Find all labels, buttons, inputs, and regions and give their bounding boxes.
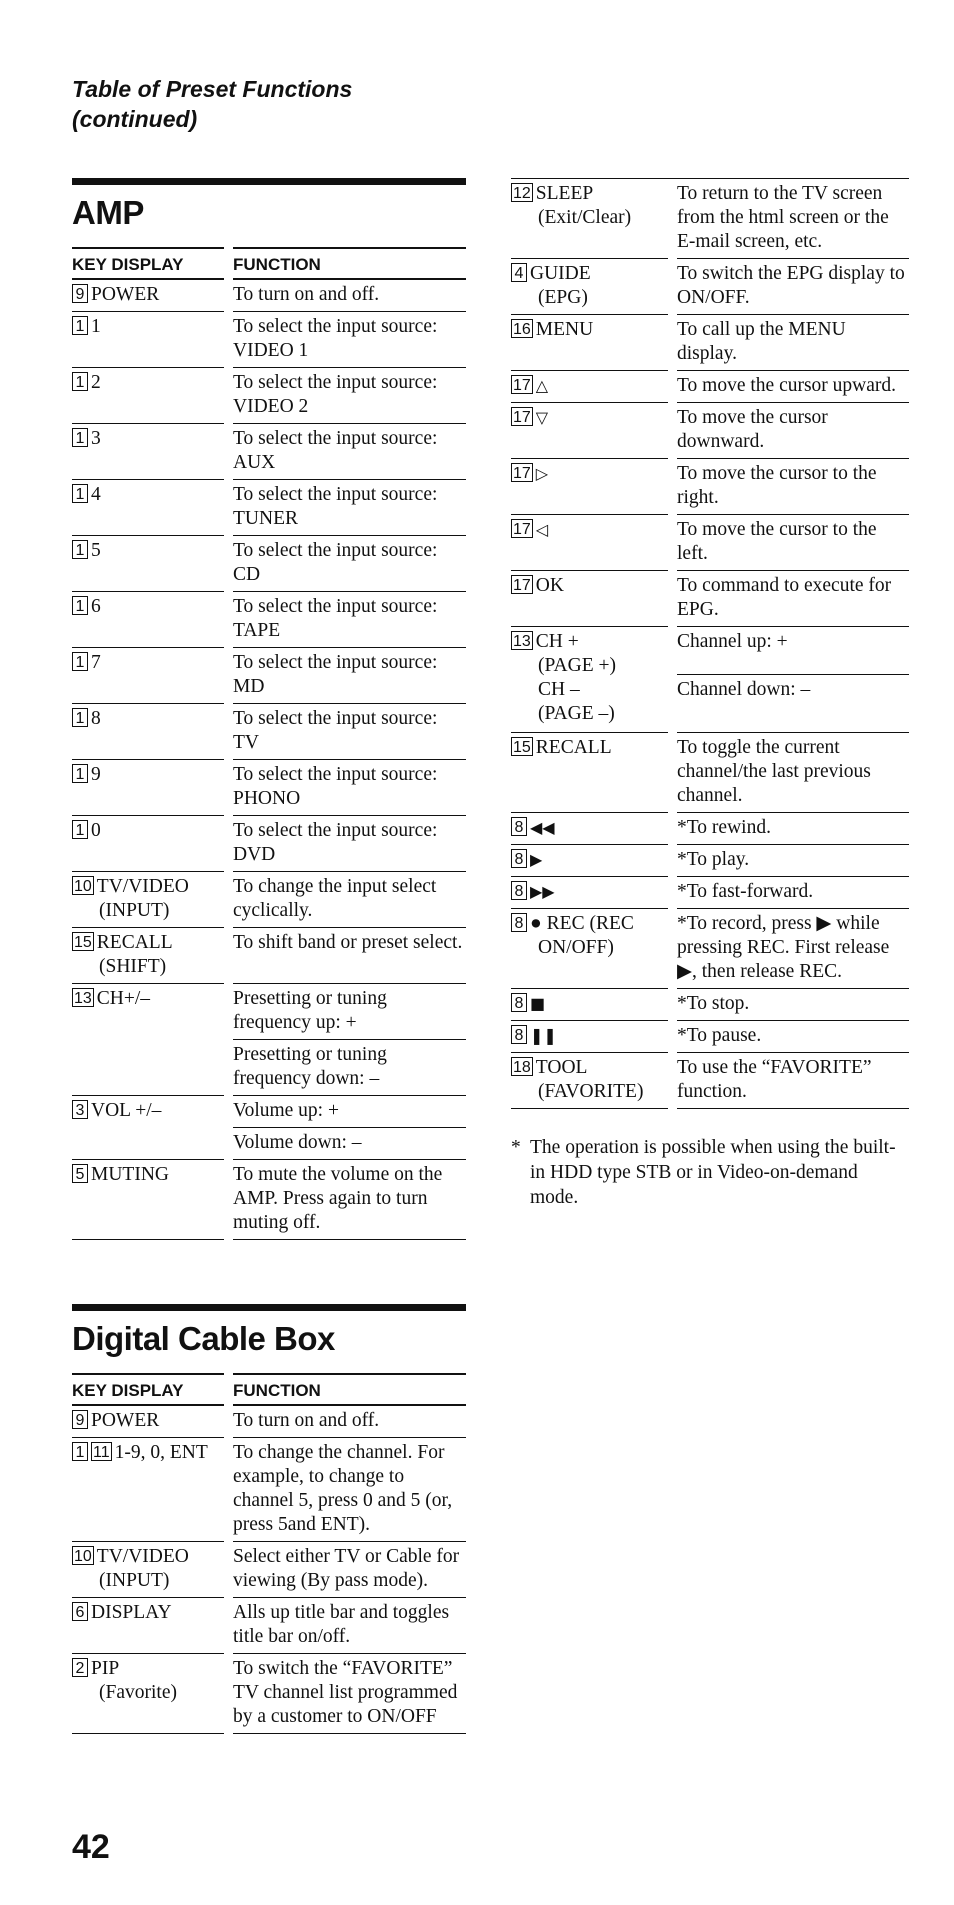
table-row xyxy=(511,515,909,571)
play-icon: ▶ xyxy=(530,850,543,869)
function-text: To select the input source: TV xyxy=(233,704,466,760)
table-row xyxy=(72,1598,466,1654)
key-label: 3 xyxy=(91,428,101,449)
key-label: TOOL xyxy=(535,1057,588,1078)
table-row xyxy=(72,1096,466,1128)
function-text: To move the cursor downward. xyxy=(677,403,909,459)
table-row xyxy=(72,536,466,592)
page-header xyxy=(72,74,352,134)
pause-icon: ❚❚ xyxy=(530,1026,557,1045)
key-number: 8 xyxy=(511,881,527,900)
key-label: CH + xyxy=(535,631,579,652)
footnote-text: The operation is possible when using the built-in HDD type STB or in Video-on-demand mode. xyxy=(530,1137,896,1208)
key-label: CH+/– xyxy=(96,988,151,1009)
table-row xyxy=(511,909,909,989)
function-text: To toggle the current channel/the last previous channel. xyxy=(677,733,909,813)
key-number: 8 xyxy=(511,913,527,932)
page-number: 42 xyxy=(72,1828,110,1866)
key-number: 1 xyxy=(72,764,88,783)
rewind-icon: ◀◀ xyxy=(530,818,555,837)
table-row xyxy=(72,1438,466,1542)
key-number: 15 xyxy=(74,934,92,951)
table-row xyxy=(72,1406,466,1438)
key-label: 4 xyxy=(91,484,101,505)
key-label: OK xyxy=(535,575,564,596)
key-number: 17 xyxy=(513,521,531,538)
left-arrow-icon: ◁ xyxy=(535,520,549,539)
function-text: *To fast-forward. xyxy=(677,877,909,909)
function-text: To use the “FAVORITE” function. xyxy=(677,1053,909,1109)
key-number: 2 xyxy=(72,1658,88,1677)
key-label: RECALL xyxy=(96,932,173,953)
function-text: To select the input source: VIDEO 2 xyxy=(233,368,466,424)
key-label: 7 xyxy=(91,652,101,673)
key-number: 13 xyxy=(513,633,531,650)
key-label: VOL +/– xyxy=(91,1100,162,1121)
table-row xyxy=(72,280,466,312)
right-arrow-icon: ▷ xyxy=(535,464,549,483)
cable-section xyxy=(72,1304,466,1734)
header-line-2: (continued) xyxy=(72,106,198,132)
key-label: 6 xyxy=(91,596,101,617)
function-text: To mute the volume on the AMP. Press again to turn muting off. xyxy=(233,1160,466,1240)
function-text: Alls up title bar and toggles title bar on/off. xyxy=(233,1598,466,1654)
record-key-label: ● REC (REC xyxy=(530,913,634,934)
key-number: 15 xyxy=(513,739,531,756)
footnote-star: * xyxy=(511,1137,521,1158)
key-label: 0 xyxy=(91,820,101,841)
function-text: *To record, press ▶ while pressing REC. First release ▶, then release REC. xyxy=(677,909,909,989)
key-label-cont: (Favorite) xyxy=(99,1682,177,1703)
function-text: To select the input source: DVD xyxy=(233,816,466,872)
table-row xyxy=(72,312,466,368)
key-number: 3 xyxy=(72,1100,88,1119)
key-label: MUTING xyxy=(91,1164,169,1185)
cable-col-function: FUNCTION xyxy=(233,1373,466,1406)
key-label: 8 xyxy=(91,708,101,729)
up-arrow-icon: △ xyxy=(535,376,549,395)
function-text: To select the input source: VIDEO 1 xyxy=(233,312,466,368)
key-label: POWER xyxy=(91,1410,160,1431)
key-number: 1 xyxy=(72,652,88,671)
key-label: 9 xyxy=(91,764,101,785)
function-text: To select the input source: TAPE xyxy=(233,592,466,648)
table-row xyxy=(72,816,466,872)
key-number: 1 xyxy=(72,596,88,615)
table-row xyxy=(511,371,909,403)
key-number: 13 xyxy=(74,990,92,1007)
cable-table xyxy=(72,1373,466,1734)
key-label: TV/VIDEO xyxy=(96,876,189,897)
key-label-cont: (PAGE –) xyxy=(538,703,615,724)
key-number: 1 xyxy=(72,708,88,727)
function-text: To turn on and off. xyxy=(233,1406,466,1438)
table-row xyxy=(511,813,909,845)
function-text: To select the input source: MD xyxy=(233,648,466,704)
key-number: 4 xyxy=(511,263,527,282)
table-row xyxy=(72,1654,466,1734)
function-text: To switch the EPG display to ON/OFF. xyxy=(677,259,909,315)
left-column xyxy=(72,178,466,1798)
table-row xyxy=(72,648,466,704)
amp-table xyxy=(72,247,466,1240)
function-text: *To pause. xyxy=(677,1021,909,1053)
key-number: 16 xyxy=(513,321,531,338)
amp-col-function: FUNCTION xyxy=(233,247,466,280)
key-label-cont: CH – xyxy=(538,679,580,700)
function-text: To select the input source: TUNER xyxy=(233,480,466,536)
table-row xyxy=(511,733,909,813)
function-text: Channel up: + xyxy=(677,627,909,675)
function-text: To shift band or preset select. xyxy=(233,928,466,984)
footnote xyxy=(511,1135,909,1210)
key-label: POWER xyxy=(91,284,160,305)
key-number: 1 xyxy=(72,372,88,391)
key-number: 5 xyxy=(72,1164,88,1183)
function-text: To move the cursor to the left. xyxy=(677,515,909,571)
key-number: 8 xyxy=(511,993,527,1012)
table-row xyxy=(72,760,466,816)
down-arrow-icon: ▽ xyxy=(535,408,549,427)
function-text: To return to the TV screen from the html screen or the E-mail screen, etc. xyxy=(677,179,909,259)
amp-title: AMP xyxy=(72,178,466,235)
table-row xyxy=(511,845,909,877)
key-number: 8 xyxy=(511,1025,527,1044)
right-column xyxy=(511,178,909,1210)
function-text: Presetting or tuning frequency up: + xyxy=(233,984,466,1040)
key-number: 17 xyxy=(513,409,531,426)
key-label-cont: (EPG) xyxy=(538,287,588,308)
table-row xyxy=(72,1542,466,1598)
table-row xyxy=(511,877,909,909)
function-text: Presetting or tuning frequency down: – xyxy=(233,1040,466,1096)
key-label-cont: (INPUT) xyxy=(99,900,170,921)
table-row xyxy=(72,872,466,928)
key-label-cont: (FAVORITE) xyxy=(538,1081,644,1102)
key-number: 8 xyxy=(511,817,527,836)
table-row xyxy=(511,627,909,675)
key-number: 11 xyxy=(93,1444,110,1461)
key-label: MENU xyxy=(535,319,594,340)
function-text: To switch the “FAVORITE” TV channel list programmed by a customer to ON/OFF xyxy=(233,1654,466,1734)
key-number: 10 xyxy=(74,878,92,895)
function-text: Volume down: – xyxy=(233,1128,466,1160)
key-label: SLEEP xyxy=(535,183,594,204)
function-text: To move the cursor to the right. xyxy=(677,459,909,515)
function-text: To command to execute for EPG. xyxy=(677,571,909,627)
key-number: 12 xyxy=(513,185,531,202)
key-number: 1 xyxy=(72,1442,88,1461)
table-row xyxy=(72,424,466,480)
key-label: 1-9, 0, ENT xyxy=(114,1442,208,1463)
cable-table-continued xyxy=(511,178,909,1109)
function-text: To select the input source: CD xyxy=(233,536,466,592)
function-text: To change the input select cyclically. xyxy=(233,872,466,928)
function-text: Channel down: – xyxy=(677,675,909,733)
fast-forward-icon: ▶▶ xyxy=(530,882,555,901)
function-text: *To play. xyxy=(677,845,909,877)
function-text: *To stop. xyxy=(677,989,909,1021)
key-label: TV/VIDEO xyxy=(96,1546,189,1567)
key-number: 1 xyxy=(72,484,88,503)
table-row xyxy=(72,1160,466,1240)
key-label-cont: (INPUT) xyxy=(99,1570,170,1591)
table-row xyxy=(72,480,466,536)
key-number: 8 xyxy=(511,849,527,868)
key-label: 1 xyxy=(91,316,101,337)
table-row xyxy=(72,592,466,648)
key-number: 18 xyxy=(513,1059,531,1076)
key-label: 2 xyxy=(91,372,101,393)
key-number: 17 xyxy=(513,377,531,394)
key-number: 10 xyxy=(74,1548,92,1565)
function-text: To select the input source: AUX xyxy=(233,424,466,480)
key-number: 1 xyxy=(72,428,88,447)
table-row xyxy=(72,984,466,1040)
table-row xyxy=(511,459,909,515)
function-text: To select the input source: PHONO xyxy=(233,760,466,816)
key-label-cont: (SHIFT) xyxy=(99,956,167,977)
key-label: RECALL xyxy=(535,737,612,758)
header-line-1: Table of Preset Functions xyxy=(72,76,353,102)
function-text: Volume up: + xyxy=(233,1096,466,1128)
key-number: 9 xyxy=(72,284,88,303)
key-label: GUIDE xyxy=(530,263,591,284)
table-row xyxy=(72,368,466,424)
function-text: To call up the MENU display. xyxy=(677,315,909,371)
table-row xyxy=(511,1053,909,1109)
function-text: *To rewind. xyxy=(677,813,909,845)
function-text: To change the channel. For example, to change to channel 5, press 0 and 5 (or, press 5and ENT). xyxy=(233,1438,466,1542)
amp-col-key: KEY DISPLAY xyxy=(72,247,224,280)
key-number: 1 xyxy=(72,540,88,559)
key-number: 1 xyxy=(72,820,88,839)
key-label: 5 xyxy=(91,540,101,561)
key-number: 17 xyxy=(513,577,531,594)
key-label-cont: ON/OFF) xyxy=(538,937,614,958)
function-text: To move the cursor upward. xyxy=(677,371,909,403)
key-label: PIP xyxy=(91,1658,120,1679)
table-row xyxy=(72,928,466,984)
table-row xyxy=(511,1021,909,1053)
key-number: 9 xyxy=(72,1410,88,1429)
table-row xyxy=(511,179,909,259)
table-row xyxy=(511,571,909,627)
key-number: 6 xyxy=(72,1602,88,1621)
key-label-cont: (PAGE +) xyxy=(538,655,616,676)
table-row xyxy=(72,704,466,760)
amp-section xyxy=(72,178,466,1240)
stop-icon: ■ xyxy=(530,994,546,1013)
key-label-cont: (Exit/Clear) xyxy=(538,207,632,228)
cable-title: Digital Cable Box xyxy=(72,1304,466,1361)
key-number: 1 xyxy=(72,316,88,335)
table-row xyxy=(511,315,909,371)
cable-col-key: KEY DISPLAY xyxy=(72,1373,224,1406)
function-text: Select either TV or Cable for viewing (By pass mode). xyxy=(233,1542,466,1598)
table-row xyxy=(511,989,909,1021)
table-row xyxy=(511,403,909,459)
function-text: To turn on and off. xyxy=(233,280,466,312)
key-number: 17 xyxy=(513,465,531,482)
key-label: DISPLAY xyxy=(91,1602,172,1623)
table-row xyxy=(511,259,909,315)
